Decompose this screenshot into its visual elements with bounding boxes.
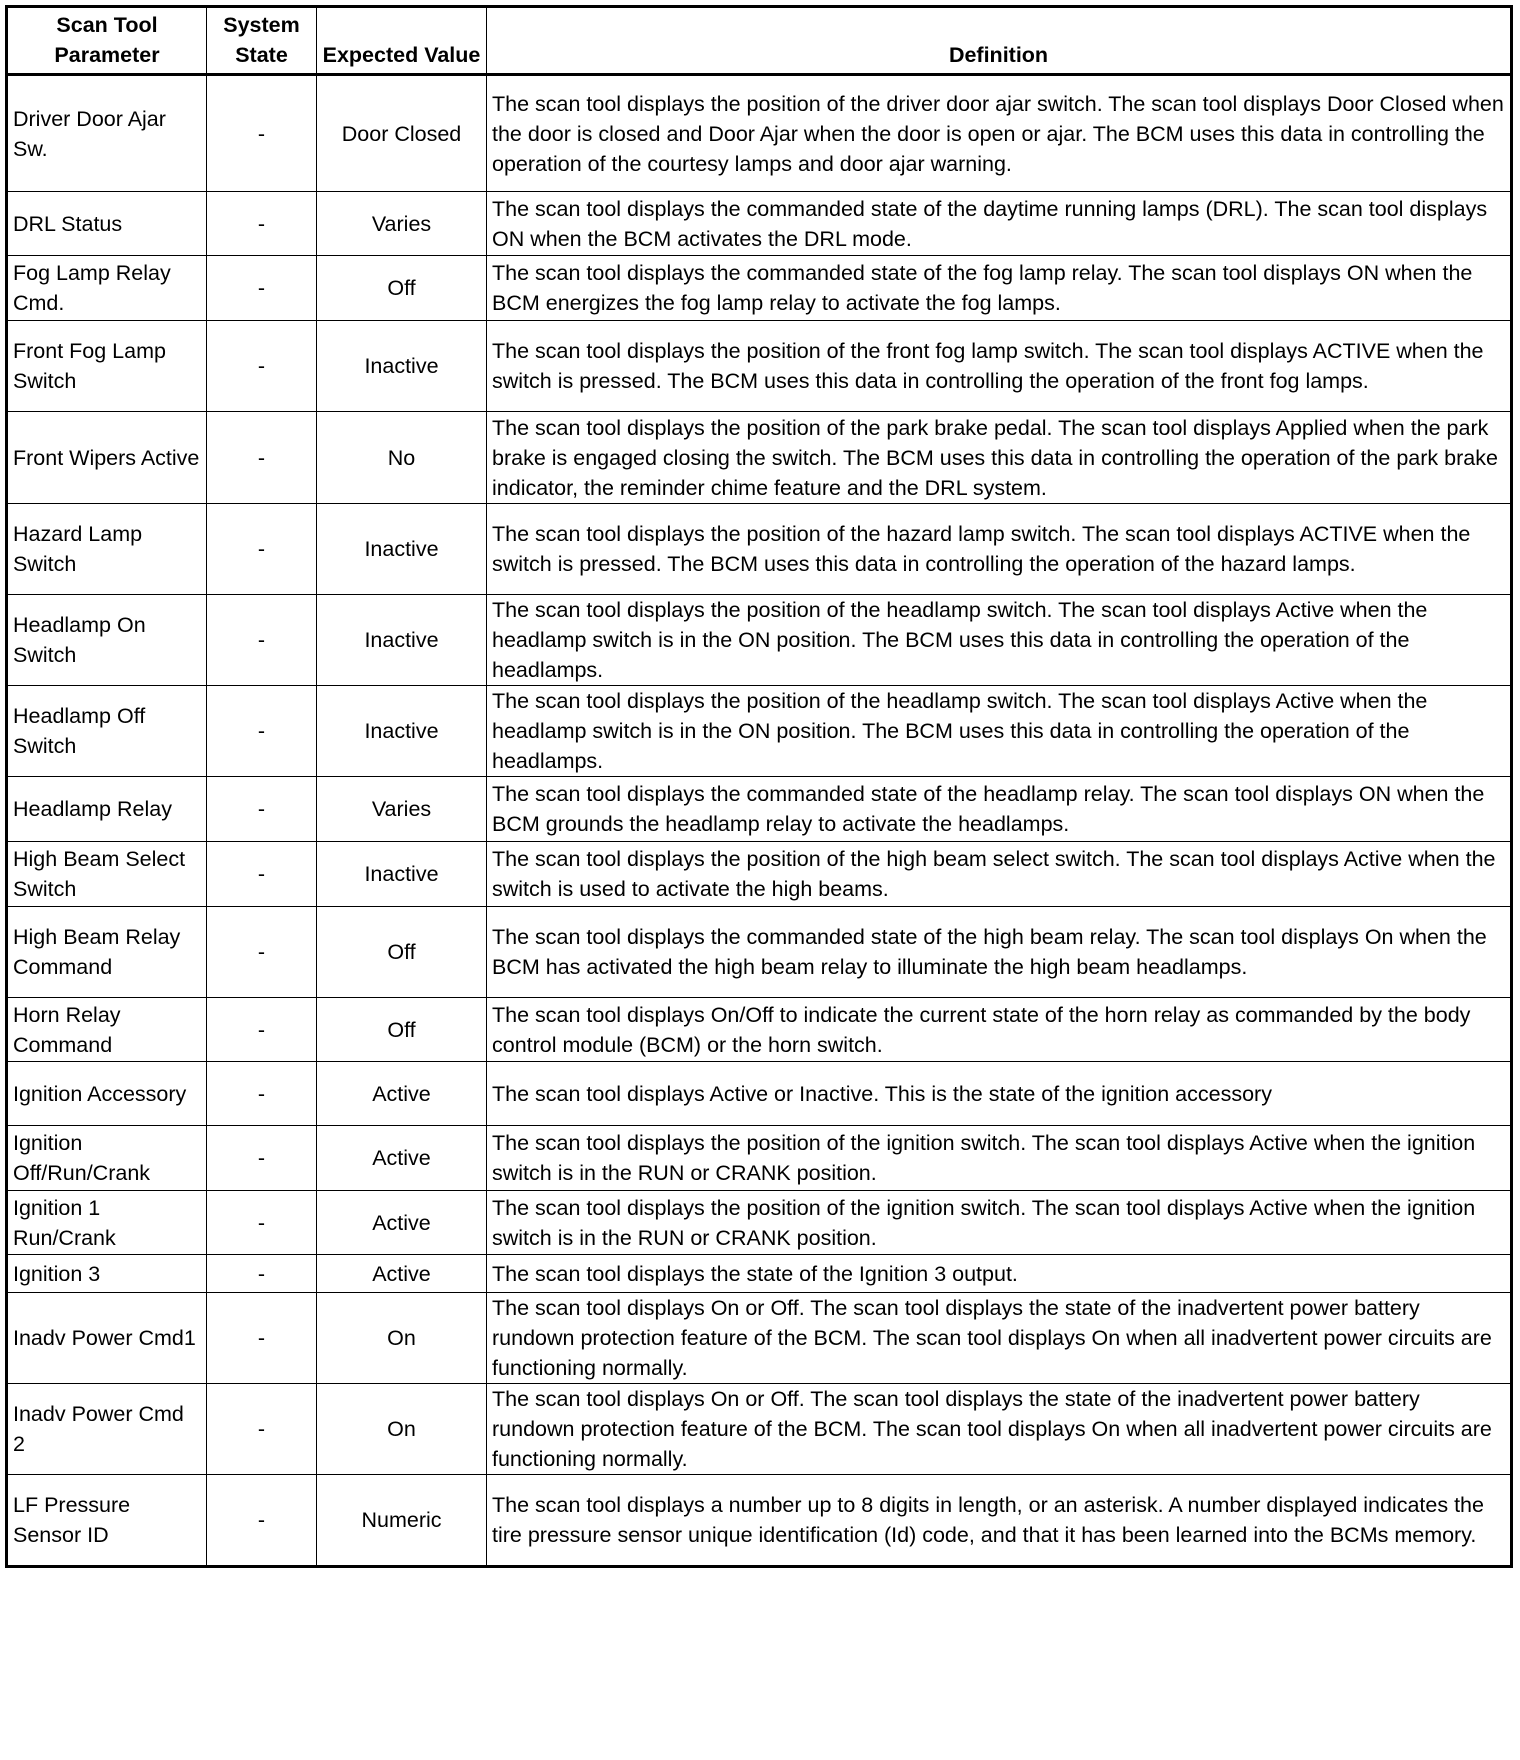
definition-cell: The scan tool displays On/Off to indicate the current state of the horn relay as commanded by the body control module (BCM) or the horn switch. <box>487 998 1512 1062</box>
definition-cell: The scan tool displays On or Off. The scan tool displays the state of the inadvertent power battery rundown protection feature of the BCM. The scan tool displays On when all inadvertent power circuits are functioning normally. <box>487 1384 1512 1475</box>
expected-value-cell: Off <box>317 998 487 1062</box>
table-row <box>7 1062 1512 1126</box>
expected-value-cell: Varies <box>317 192 487 256</box>
definition-cell: The scan tool displays the position of the high beam select switch. The scan tool displays Active when the switch is used to activate the high beams. <box>487 842 1512 907</box>
expected-value-cell: Active <box>317 1255 487 1293</box>
system-state-cell: - <box>207 777 317 842</box>
table-header-row <box>7 7 1512 75</box>
table-row <box>7 256 1512 321</box>
expected-value-cell: On <box>317 1384 487 1475</box>
parameter-cell: Headlamp On Switch <box>7 595 207 686</box>
expected-value-cell: Active <box>317 1191 487 1255</box>
expected-value-cell: On <box>317 1293 487 1384</box>
system-state-cell: - <box>207 504 317 595</box>
table-row <box>7 192 1512 256</box>
definition-cell: The scan tool displays the position of the ignition switch. The scan tool displays Active when the ignition switch is in the RUN or CRANK position. <box>487 1126 1512 1191</box>
expected-value-cell: Inactive <box>317 842 487 907</box>
parameter-cell: Headlamp Off Switch <box>7 686 207 777</box>
definition-cell: The scan tool displays the position of the headlamp switch. The scan tool displays Active when the headlamp switch is in the ON position. The BCM uses this data in controlling the operation of the headlamps. <box>487 686 1512 777</box>
system-state-cell: - <box>207 256 317 321</box>
table-row <box>7 321 1512 412</box>
definition-cell: The scan tool displays the position of the park brake pedal. The scan tool displays Applied when the park brake is engaged closing the switch. The BCM uses this data in controlling the operation of the park brake indicator, the reminder chime feature and the DRL system. <box>487 412 1512 504</box>
system-state-cell: - <box>207 1255 317 1293</box>
table-row <box>7 686 1512 777</box>
expected-value-cell: Off <box>317 256 487 321</box>
definition-cell: The scan tool displays the commanded state of the daytime running lamps (DRL). The scan tool displays ON when the BCM activates the DRL mode. <box>487 192 1512 256</box>
table-row <box>7 998 1512 1062</box>
table-row <box>7 504 1512 595</box>
definition-cell: The scan tool displays the position of the headlamp switch. The scan tool displays Active when the headlamp switch is in the ON position. The BCM uses this data in controlling the operation of the headlamps. <box>487 595 1512 686</box>
system-state-cell: - <box>207 998 317 1062</box>
table-row <box>7 1255 1512 1293</box>
system-state-cell: - <box>207 1126 317 1191</box>
system-state-cell: - <box>207 1191 317 1255</box>
definition-cell: The scan tool displays the position of the hazard lamp switch. The scan tool displays ACTIVE when the switch is pressed. The BCM uses this data in controlling the operation of the hazard lamps. <box>487 504 1512 595</box>
definition-cell: The scan tool displays the commanded state of the fog lamp relay. The scan tool displays ON when the BCM energizes the fog lamp relay to activate the fog lamps. <box>487 256 1512 321</box>
definition-cell: The scan tool displays Active or Inactive. This is the state of the ignition accessory <box>487 1062 1512 1126</box>
definition-cell: The scan tool displays the position of the front fog lamp switch. The scan tool displays ACTIVE when the switch is pressed. The BCM uses this data in controlling the operation of the front fog lamps. <box>487 321 1512 412</box>
header-expected-value: Expected Value <box>317 7 487 75</box>
table-row <box>7 842 1512 907</box>
table-row <box>7 595 1512 686</box>
expected-value-cell: Active <box>317 1126 487 1191</box>
table-row <box>7 412 1512 504</box>
system-state-cell: - <box>207 321 317 412</box>
system-state-cell: - <box>207 192 317 256</box>
expected-value-cell: Inactive <box>317 504 487 595</box>
parameter-cell: Inadv Power Cmd1 <box>7 1293 207 1384</box>
system-state-cell: - <box>207 686 317 777</box>
expected-value-cell: Varies <box>317 777 487 842</box>
expected-value-cell: Active <box>317 1062 487 1126</box>
parameter-cell: Hazard Lamp Switch <box>7 504 207 595</box>
parameter-cell: Ignition Accessory <box>7 1062 207 1126</box>
system-state-cell: - <box>207 907 317 998</box>
parameter-cell: Driver Door Ajar Sw. <box>7 75 207 192</box>
parameter-cell: Horn Relay Command <box>7 998 207 1062</box>
parameter-cell: Ignition Off/Run/Crank <box>7 1126 207 1191</box>
table-row <box>7 1384 1512 1475</box>
system-state-cell: - <box>207 842 317 907</box>
expected-value-cell: Inactive <box>317 321 487 412</box>
table-row <box>7 1191 1512 1255</box>
header-system-state: System State <box>207 7 317 75</box>
system-state-cell: - <box>207 1293 317 1384</box>
table-row <box>7 1475 1512 1567</box>
parameter-cell: High Beam Select Switch <box>7 842 207 907</box>
expected-value-cell: Numeric <box>317 1475 487 1567</box>
table-row <box>7 1293 1512 1384</box>
table-row <box>7 907 1512 998</box>
header-parameter: Scan Tool Parameter <box>7 7 207 75</box>
scan-tool-data-table <box>5 5 1513 1568</box>
definition-cell: The scan tool displays the commanded state of the high beam relay. The scan tool displays On when the BCM has activated the high beam relay to illuminate the high beam headlamps. <box>487 907 1512 998</box>
expected-value-cell: Inactive <box>317 595 487 686</box>
expected-value-cell: No <box>317 412 487 504</box>
definition-cell: The scan tool displays On or Off. The scan tool displays the state of the inadvertent power battery rundown protection feature of the BCM. The scan tool displays On when all inadvertent power circuits are functioning normally. <box>487 1293 1512 1384</box>
header-definition: Definition <box>487 7 1512 75</box>
system-state-cell: - <box>207 1384 317 1475</box>
system-state-cell: - <box>207 1475 317 1567</box>
table-row <box>7 75 1512 192</box>
table-body <box>7 75 1512 1567</box>
parameter-cell: Fog Lamp Relay Cmd. <box>7 256 207 321</box>
definition-cell: The scan tool displays the position of the ignition switch. The scan tool displays Active when the ignition switch is in the RUN or CRANK position. <box>487 1191 1512 1255</box>
parameter-cell: Headlamp Relay <box>7 777 207 842</box>
definition-cell: The scan tool displays the position of the driver door ajar switch. The scan tool displays Door Closed when the door is closed and Door Ajar when the door is open or ajar. The BCM uses this data in controlling the operation of the courtesy lamps and door ajar warning. <box>487 75 1512 192</box>
expected-value-cell: Door Closed <box>317 75 487 192</box>
parameter-cell: DRL Status <box>7 192 207 256</box>
definition-cell: The scan tool displays a number up to 8 digits in length, or an asterisk. A number displayed indicates the tire pressure sensor unique identification (Id) code, and that it has been learned into the BCMs memory. <box>487 1475 1512 1567</box>
system-state-cell: - <box>207 75 317 192</box>
parameter-cell: High Beam Relay Command <box>7 907 207 998</box>
system-state-cell: - <box>207 412 317 504</box>
table-row <box>7 1126 1512 1191</box>
definition-cell: The scan tool displays the state of the Ignition 3 output. <box>487 1255 1512 1293</box>
parameter-cell: Front Fog Lamp Switch <box>7 321 207 412</box>
parameter-cell: Ignition 1 Run/Crank <box>7 1191 207 1255</box>
expected-value-cell: Inactive <box>317 686 487 777</box>
expected-value-cell: Off <box>317 907 487 998</box>
parameter-cell: LF Pressure Sensor ID <box>7 1475 207 1567</box>
table-row <box>7 777 1512 842</box>
parameter-cell: Ignition 3 <box>7 1255 207 1293</box>
definition-cell: The scan tool displays the commanded state of the headlamp relay. The scan tool displays ON when the BCM grounds the headlamp relay to activate the headlamps. <box>487 777 1512 842</box>
system-state-cell: - <box>207 1062 317 1126</box>
parameter-cell: Inadv Power Cmd 2 <box>7 1384 207 1475</box>
parameter-cell: Front Wipers Active <box>7 412 207 504</box>
system-state-cell: - <box>207 595 317 686</box>
